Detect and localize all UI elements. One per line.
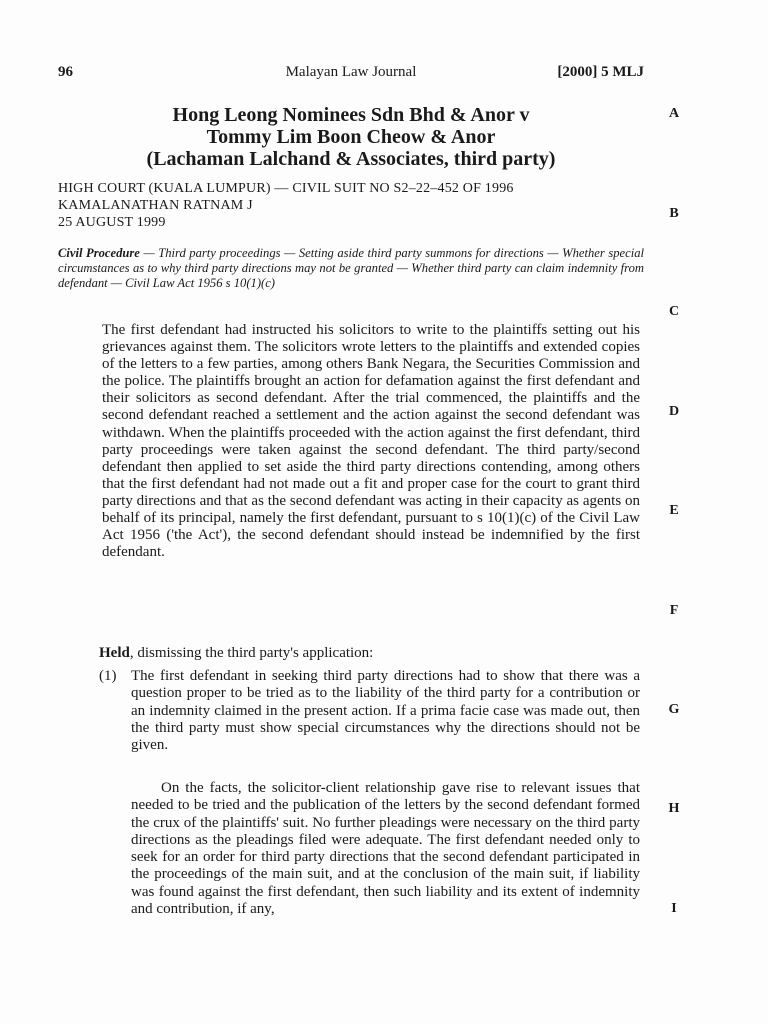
margin-letter-d: D (668, 404, 680, 419)
judge-line: KAMALANATHAN RATNAM J (58, 198, 253, 213)
margin-letter-e: E (669, 503, 679, 518)
held-line (99, 645, 639, 662)
holding-number: (1) (99, 668, 117, 684)
journal-name: Malayan Law Journal (285, 64, 417, 80)
holding-text: The first defendant in seeking third party directions had to show that there was a question proper to be tried as to the liability of the third party for a contribution or an indemnity claimed in the present action. If a prima facie case was made out, then the third party must show special circumstances why the directions should not be given. (131, 668, 640, 754)
margin-letter-i: I (671, 901, 677, 916)
court-line: HIGH COURT (KUALA LUMPUR) — CIVIL SUIT NO S2–22–452 OF 1996 (58, 181, 514, 196)
headnote-summary: The first defendant had instructed his solicitors to write to the plaintiffs setting out his grievances against them. The solicitors wrote letters to the plaintiffs and extended copies of the letters to a few parties, among others Bank Negara, the Securities Commission and the police. The plaintiffs brought an action for defamation against the first defendant and their solicitors as second defendant. After the trial commenced, the plaintiffs and the second defendant reached a settlement and the action against the second defendant was withdawn. When the plaintiffs proceeded with the action against the first defendant, third party proceedings were taken against the second defendant. The third party/second defendant then applied to set aside the third party directions contending, among others that the first defendant had not made out a fit and proper case for the court to grant third party directions and that as the second defendant was acting in their capacity as agents on behalf of its principal, namely the first defendant, pursuant to s 10(1)(c) of the Civil Law Act 1956 ('the Act'), the second defendant should instead be indemnified by the first defendant. (102, 322, 640, 561)
case-title (58, 104, 644, 170)
margin-letter-g: G (668, 702, 680, 717)
case-title-line-3: (Lachaman Lalchand & Associates, third party) (146, 148, 556, 170)
case-metadata (58, 180, 644, 231)
catchwords-subject: Civil Procedure (58, 246, 140, 260)
margin-letter-a: A (668, 106, 680, 121)
running-header (58, 64, 644, 84)
on-facts-paragraph: On the facts, the solicitor-client relationship gave rise to relevant issues that needed to be tried and the publication of the letters by the second defendant formed the crux of the plaintiffs' suit. No further pleadings were necessary on the third party directions as the pleadings filed were adequate. The first defendant needed only to seek for an order for third party directions that the second defendant participated in the proceedings of the main suit, and at the conclusion of the main suit, if liability was found against the first defendant, then such liability and its extent of indemnity and contribution, if any, (131, 780, 640, 918)
journal-citation: [2000] 5 MLJ (557, 64, 644, 80)
date-line: 25 AUGUST 1999 (58, 215, 166, 230)
catchwords-text: — Third party proceedings — Setting aside third party summons for directions — Whether special circumstances as to why third party directions may not be granted — Whether third party can claim indemnity from defendant — Civil Law Act 1956 s 10(1)(c) (58, 246, 644, 290)
margin-letter-b: B (669, 206, 679, 221)
margin-letter-f: F (669, 603, 679, 618)
held-text: , dismissing the third party's application: (129, 645, 374, 661)
margin-letter-h: H (668, 801, 680, 816)
held-label: Held (99, 645, 130, 661)
catchwords (58, 246, 644, 291)
case-title-line-2: Tommy Lim Boon Cheow & Anor (206, 126, 496, 148)
margin-letter-c: C (668, 304, 680, 319)
page-number: 96 (58, 64, 73, 80)
case-title-line-1: Hong Leong Nominees Sdn Bhd & Anor v (172, 104, 530, 126)
